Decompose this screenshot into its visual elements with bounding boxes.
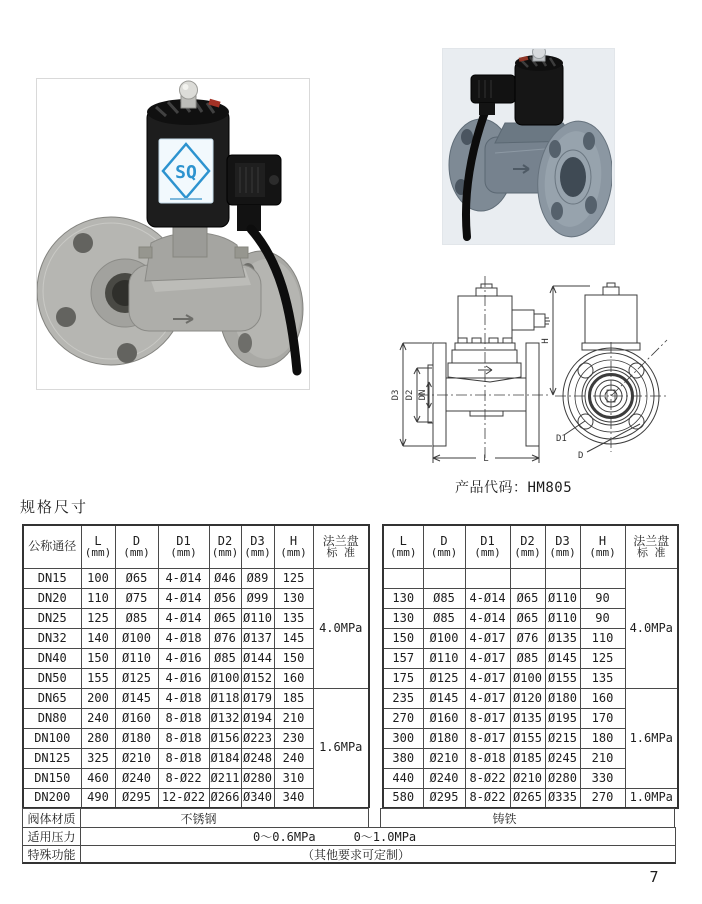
table-cell: 157 [383,648,423,668]
table-cell: 8-Ø17 [465,728,510,748]
table-cell: Ø335 [545,788,580,808]
flange-standard-cell: 4.0MPa [313,568,369,688]
table-cell: 145 [274,628,313,648]
dn-size-cell: DN40 [23,648,81,668]
din-connector [227,155,281,231]
table-cell: Ø99 [241,588,274,608]
table-gap [370,524,382,525]
table-cell: Ø145 [545,648,580,668]
table-cell: Ø152 [241,668,274,688]
table-cell: Ø132 [209,708,241,728]
table-cell: Ø160 [115,708,158,728]
function-label: 特殊功能 [22,845,81,864]
table-cell: 4-Ø17 [465,648,510,668]
table-cell [383,568,423,588]
table-cell: Ø265 [510,788,545,808]
table-cell: Ø89 [241,568,274,588]
pressure-values [80,827,676,846]
table-cell: 4-Ø17 [465,688,510,708]
table-cell: 140 [81,628,115,648]
dim-label-d: D [578,451,584,461]
table-cell: 235 [383,688,423,708]
table-cell: Ø155 [545,668,580,688]
table-cell: 380 [383,748,423,768]
table-cell: 4-Ø14 [158,568,209,588]
section-title: 规格尺寸 [20,498,89,516]
table-cell: Ø65 [209,608,241,628]
table-cell: Ø110 [423,648,465,668]
table-cell: Ø240 [115,768,158,788]
table-cell: Ø85 [510,648,545,668]
table-cell: Ø76 [209,628,241,648]
table-row [23,568,369,588]
table-cell: 160 [274,668,313,688]
pressure-left-value: 0～0.6MPa [253,830,316,844]
table-cell: Ø210 [115,748,158,768]
table-cell: 100 [81,568,115,588]
table-cell: Ø145 [115,688,158,708]
table-cell: 580 [383,788,423,808]
dn-size-cell: DN65 [23,688,81,708]
table-cell: 210 [580,748,625,768]
table-cell: Ø266 [209,788,241,808]
table-cell: 440 [383,768,423,788]
table-cell: Ø125 [423,668,465,688]
table-cell: Ø65 [510,608,545,628]
table-cell: Ø100 [209,668,241,688]
table-cell: 310 [274,768,313,788]
material-row [22,808,675,828]
table-cell: 150 [383,628,423,648]
flange-standard-cell: 1.6MPa [625,688,678,788]
table-cell: 185 [274,688,313,708]
dim-label-h: H [541,338,551,344]
header-col: D1 (mm) [158,525,209,568]
dn-size-cell: DN15 [23,568,81,588]
table-cell: Ø194 [241,708,274,728]
page-number: 7 [649,868,659,886]
table-cell: Ø75 [115,588,158,608]
flange-standard-cell: 4.0MPa [625,568,678,688]
pressure-right-value: 0～1.0MPa [353,830,417,844]
table-cell: Ø180 [423,728,465,748]
table-cell: 490 [81,788,115,808]
table-cell: Ø211 [209,768,241,788]
spec-table [22,524,675,864]
table-cell [580,568,625,588]
function-value: （其他要求可定制） [80,845,676,864]
header-flange-standard: 法兰盘 标 准 [625,525,678,568]
solenoid-coil [515,55,563,125]
spec-table-right [382,524,679,809]
table-cell: 12-Ø22 [158,788,209,808]
flange-standard-cell: 1.6MPa [313,688,369,808]
table-cell: 8-Ø22 [465,788,510,808]
table-cell: 8-Ø18 [158,728,209,748]
stainless-valve-photo-frame [36,78,310,390]
header-col: H (mm) [274,525,313,568]
table-cell: Ø156 [209,728,241,748]
table-cell [510,568,545,588]
table-cell: 155 [81,668,115,688]
table-cell: Ø100 [115,628,158,648]
header-col: D2 (mm) [510,525,545,568]
table-cell: 280 [81,728,115,748]
dn-size-cell: DN125 [23,748,81,768]
table-row [383,568,678,588]
header-col: D2 (mm) [209,525,241,568]
table-cell: Ø210 [510,768,545,788]
table-cell: Ø118 [209,688,241,708]
table-cell: Ø85 [209,648,241,668]
table-cell: 4-Ø16 [158,648,209,668]
table-cell: 90 [580,608,625,628]
table-cell: 300 [383,728,423,748]
table-cell: 110 [81,588,115,608]
table-cell: 4-Ø14 [158,608,209,628]
table-cell: 230 [274,728,313,748]
table-cell: Ø85 [115,608,158,628]
header-col: D3 (mm) [545,525,580,568]
spec-table-upper [22,524,675,809]
table-cell: Ø65 [510,588,545,608]
dn-size-cell: DN50 [23,668,81,688]
table-cell: Ø100 [423,628,465,648]
table-cell: 240 [274,748,313,768]
dn-size-cell: DN20 [23,588,81,608]
table-cell: Ø100 [510,668,545,688]
table-cell: Ø85 [423,608,465,628]
pressure-row [22,827,675,846]
table-cell: Ø46 [209,568,241,588]
table-cell: 8-Ø22 [158,768,209,788]
table-cell: 340 [274,788,313,808]
table-cell: Ø180 [545,688,580,708]
sq-brand-label [159,139,213,203]
material-left-value: 不锈钢 [80,808,369,828]
table-cell: Ø245 [545,748,580,768]
table-cell: Ø215 [545,728,580,748]
table-cell: 200 [81,688,115,708]
castiron-valve-photo-frame [442,48,615,245]
table-cell: 170 [580,708,625,728]
table-cell: Ø248 [241,748,274,768]
table-cell: 4-Ø18 [158,688,209,708]
dim-label-d3: D3 [391,389,401,401]
header-nominal-diameter: 公称通径 [23,525,81,568]
sq-logo-text: SQ [175,162,197,183]
dim-label-dn: DN [418,389,428,401]
table-cell: 8-Ø18 [158,708,209,728]
table-cell: 330 [580,768,625,788]
table-cell: Ø223 [241,728,274,748]
table-cell: Ø110 [545,588,580,608]
table-cell: 130 [274,588,313,608]
table-cell: 150 [81,648,115,668]
header-row [23,525,369,568]
material-label: 阀体材质 [22,808,81,828]
header-col: D (mm) [423,525,465,568]
table-cell: Ø76 [510,628,545,648]
acorn-nut [180,81,198,108]
table-cell: 8-Ø18 [158,748,209,768]
table-cell: 4-Ø17 [465,668,510,688]
table-cell: Ø145 [423,688,465,708]
header-col: L (mm) [81,525,115,568]
table-cell: 240 [81,708,115,728]
dn-size-cell: DN80 [23,708,81,728]
table-cell: 8-Ø17 [465,708,510,728]
cast-iron-valve-photo [443,49,612,242]
table-cell: Ø240 [423,768,465,788]
dim-label-d1: D1 [556,434,567,444]
table-cell: Ø110 [241,608,274,628]
table-cell [545,568,580,588]
ball-nut [533,49,546,61]
table-cell: 8-Ø18 [465,748,510,768]
table-cell: 130 [383,608,423,628]
table-cell: Ø125 [115,668,158,688]
table-cell: 270 [580,788,625,808]
table-cell: 125 [274,568,313,588]
spec-table-left [22,524,370,809]
dn-size-cell: DN25 [23,608,81,628]
table-cell: Ø179 [241,688,274,708]
table-cell: 4-Ø14 [465,608,510,628]
function-row [22,845,675,864]
table-cell: 175 [383,668,423,688]
table-cell: Ø120 [510,688,545,708]
stainless-valve-photo [37,79,307,387]
table-cell: Ø135 [545,628,580,648]
table-cell: 130 [383,588,423,608]
pressure-label: 适用压力 [22,827,81,846]
header-col: D3 (mm) [241,525,274,568]
header-col: H (mm) [580,525,625,568]
flange-standard-cell: 1.0MPa [625,788,678,808]
header-row [383,525,678,568]
table-cell: Ø280 [241,768,274,788]
table-row [23,688,369,708]
right-flange-outline [526,343,539,446]
table-cell: 4-Ø16 [158,668,209,688]
table-cell: 150 [274,648,313,668]
table-cell: 8-Ø22 [465,768,510,788]
table-cell: Ø137 [241,628,274,648]
table-cell: 125 [81,608,115,628]
header-flange-standard: 法兰盘 标 准 [313,525,369,568]
table-cell: 135 [580,668,625,688]
table-cell: 210 [274,708,313,728]
table-cell: 4-Ø14 [158,588,209,608]
table-cell [423,568,465,588]
table-cell: 4-Ø18 [158,628,209,648]
table-cell: Ø280 [545,768,580,788]
table-cell: Ø210 [423,748,465,768]
dn-size-cell: DN32 [23,628,81,648]
table-cell: 90 [580,588,625,608]
table-cell: 125 [580,648,625,668]
table-cell: Ø110 [545,608,580,628]
table-cell: 270 [383,708,423,728]
table-cell: Ø184 [209,748,241,768]
table-cell: Ø155 [510,728,545,748]
table-cell: 325 [81,748,115,768]
technical-drawing [378,264,678,476]
dn-size-cell: DN100 [23,728,81,748]
dim-label-l: L [483,454,489,464]
table-cell: Ø56 [209,588,241,608]
header-col: D (mm) [115,525,158,568]
table-cell: Ø185 [510,748,545,768]
dim-label-d2: D2 [405,389,415,401]
table-cell [465,568,510,588]
header-col: D1 (mm) [465,525,510,568]
table-cell: 460 [81,768,115,788]
table-cell: 4-Ø14 [465,588,510,608]
table-cell: Ø180 [115,728,158,748]
left-flange-outline [433,343,446,446]
table-row [383,788,678,808]
table-cell: Ø144 [241,648,274,668]
material-right-value: 铸铁 [380,808,675,828]
table-cell: Ø195 [545,708,580,728]
product-code-caption: 产品代码：HM805 [455,480,573,496]
table-cell: Ø135 [510,708,545,728]
table-cell: 160 [580,688,625,708]
table-cell: Ø340 [241,788,274,808]
header-col: L (mm) [383,525,423,568]
table-cell: Ø295 [115,788,158,808]
table-row [383,688,678,708]
table-cell: 4-Ø17 [465,628,510,648]
dn-size-cell: DN150 [23,768,81,788]
table-cell: Ø295 [423,788,465,808]
table-cell: 135 [274,608,313,628]
table-cell: Ø160 [423,708,465,728]
table-cell: Ø110 [115,648,158,668]
table-cell: Ø65 [115,568,158,588]
table-cell: 180 [580,728,625,748]
dn-size-cell: DN200 [23,788,81,808]
table-cell: 110 [580,628,625,648]
table-cell: Ø85 [423,588,465,608]
